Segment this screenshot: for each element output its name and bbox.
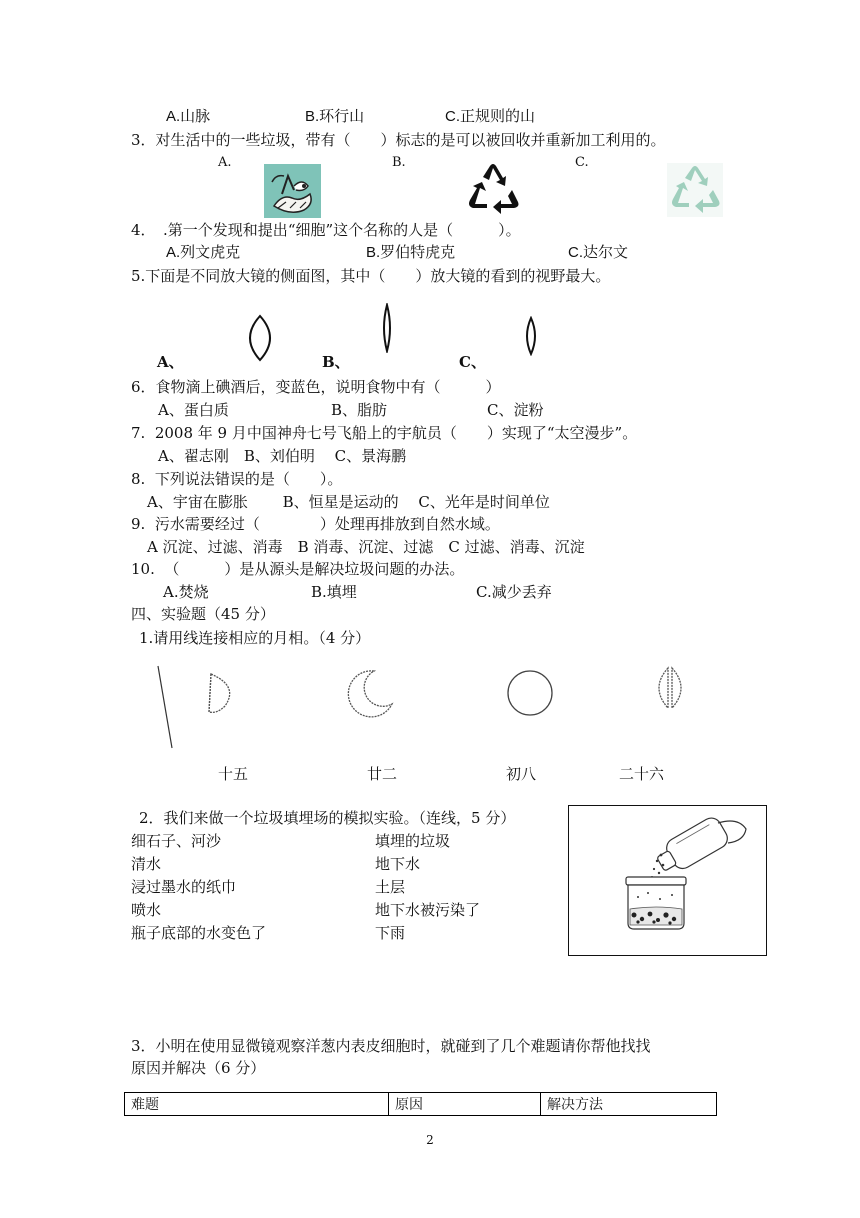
page-number: 2 xyxy=(426,1133,434,1147)
exp3-text-line2: 原因并解决（6 分） xyxy=(131,1059,266,1077)
q9-text: 9. 污水需要经过（ ）处理再排放到自然水域。 xyxy=(131,515,500,533)
q5-option-b: B、 xyxy=(322,353,350,371)
exp2-left-item: 清水 xyxy=(131,855,162,873)
landfill-experiment-illustration xyxy=(568,805,767,956)
lens-a-icon xyxy=(240,314,280,362)
moon-label-3: 初八 xyxy=(506,765,537,783)
lens-c-icon xyxy=(522,316,540,356)
header-reason: 原因 xyxy=(389,1093,541,1116)
exp2-left-item: 喷水 xyxy=(131,901,162,919)
q4-text: 4． .第一个发现和提出“细胞”这个名称的人是（ ）。 xyxy=(131,221,521,239)
trash-sketch-icon xyxy=(264,164,321,218)
exp2-right-item: 填埋的垃圾 xyxy=(375,832,451,850)
exp2-text: 2．我们来做一个垃圾填埋场的模拟实验。（连线，5 分） xyxy=(139,809,516,827)
q6-text: 6．食物滴上碘酒后，变蓝色，说明食物中有（ ） xyxy=(131,378,501,396)
q3-text: 3．对生活中的一些垃圾，带有（ ）标志的是可以被回收并重新加工利用的。 xyxy=(131,131,666,149)
q8-text: 8. 下列说法错误的是（ ）。 xyxy=(131,470,343,488)
exp2-right-item: 地下水 xyxy=(375,855,421,873)
exp2-left-item: 细石子、河沙 xyxy=(131,832,222,850)
moon-phase-2-icon xyxy=(346,668,398,720)
exp2-left-item: 瓶子底部的水变色了 xyxy=(131,924,267,942)
exp2-left-item: 浸过墨水的纸巾 xyxy=(131,878,237,896)
exp2-right-item: 地下水被污染了 xyxy=(375,901,481,919)
exp2-right-item: 下雨 xyxy=(375,924,406,942)
moon-label-1: 十五 xyxy=(218,765,249,783)
q10-option-c: C.减少丢弃 xyxy=(476,583,552,601)
moon-label-4: 二十六 xyxy=(619,765,665,783)
q4-option-b: B.罗伯特虎克 xyxy=(366,244,456,261)
q4-option-c: C.达尔文 xyxy=(568,244,629,261)
moon-phase-3-icon xyxy=(505,668,555,718)
q9-options: A 沉淀、过滤、消毒 B 消毒、沉淀、过滤 C 过滤、消毒、沉淀 xyxy=(147,538,585,556)
q3-option-c: C. xyxy=(575,155,589,170)
moon-label-2: 廿二 xyxy=(367,765,398,783)
lens-b-icon xyxy=(380,303,394,353)
recycle-black-icon xyxy=(464,162,522,220)
exp3-text-line1: 3．小明在使用显微镜观察洋葱内表皮细胞时，就碰到了几个难题请你帮他找找 xyxy=(131,1037,651,1055)
section-heading: 四、实验题（45 分） xyxy=(131,605,275,623)
q6-option-c: C、淀粉 xyxy=(487,401,544,419)
q5-text: 5.下面是不同放大镜的侧面图，其中（ ）放大镜的看到的视野最大。 xyxy=(131,267,611,285)
q3-option-a: A. xyxy=(218,155,232,170)
answer-table xyxy=(124,1092,717,1116)
q3-option-b: B. xyxy=(392,155,406,170)
q8-options: A、宇宙在膨胀 B、恒星是运动的 C、光年是时间单位 xyxy=(147,493,550,511)
q10-text: 10. （ ）是从源头是解决垃圾问题的办法。 xyxy=(131,560,465,578)
q2-option-c: C.正规则的山 xyxy=(445,108,536,125)
header-solution: 解决方法 xyxy=(541,1093,717,1116)
q6-option-b: B、脂肪 xyxy=(331,401,388,419)
exp1-text: 1.请用线连接相应的月相。（4 分） xyxy=(139,629,371,647)
q5-option-a: A、 xyxy=(157,353,184,371)
exp2-right-item: 土层 xyxy=(375,878,406,896)
q10-option-b: B.填埋 xyxy=(311,583,357,601)
q2-option-b: B.环行山 xyxy=(305,108,365,125)
q4-option-a: A.列文虎克 xyxy=(166,244,241,261)
q6-option-a: A、蛋白质 xyxy=(158,401,229,419)
table-header-row xyxy=(125,1093,717,1116)
q7-text: 7. 2008 年 9 月中国神舟七号飞船上的宇航员（ ）实现了“太空漫步”。 xyxy=(131,424,638,442)
header-problem: 难题 xyxy=(125,1093,389,1116)
moon-phase-1-icon xyxy=(155,662,245,752)
q2-option-a: A.山脉 xyxy=(166,108,211,125)
moon-phase-4-icon xyxy=(654,666,688,710)
q10-option-a: A.焚烧 xyxy=(163,583,209,601)
q5-option-c: C、 xyxy=(459,353,486,371)
q7-options: A、翟志刚 B、刘伯明 C、景海鹏 xyxy=(158,447,407,465)
recycle-green-icon xyxy=(667,163,723,217)
